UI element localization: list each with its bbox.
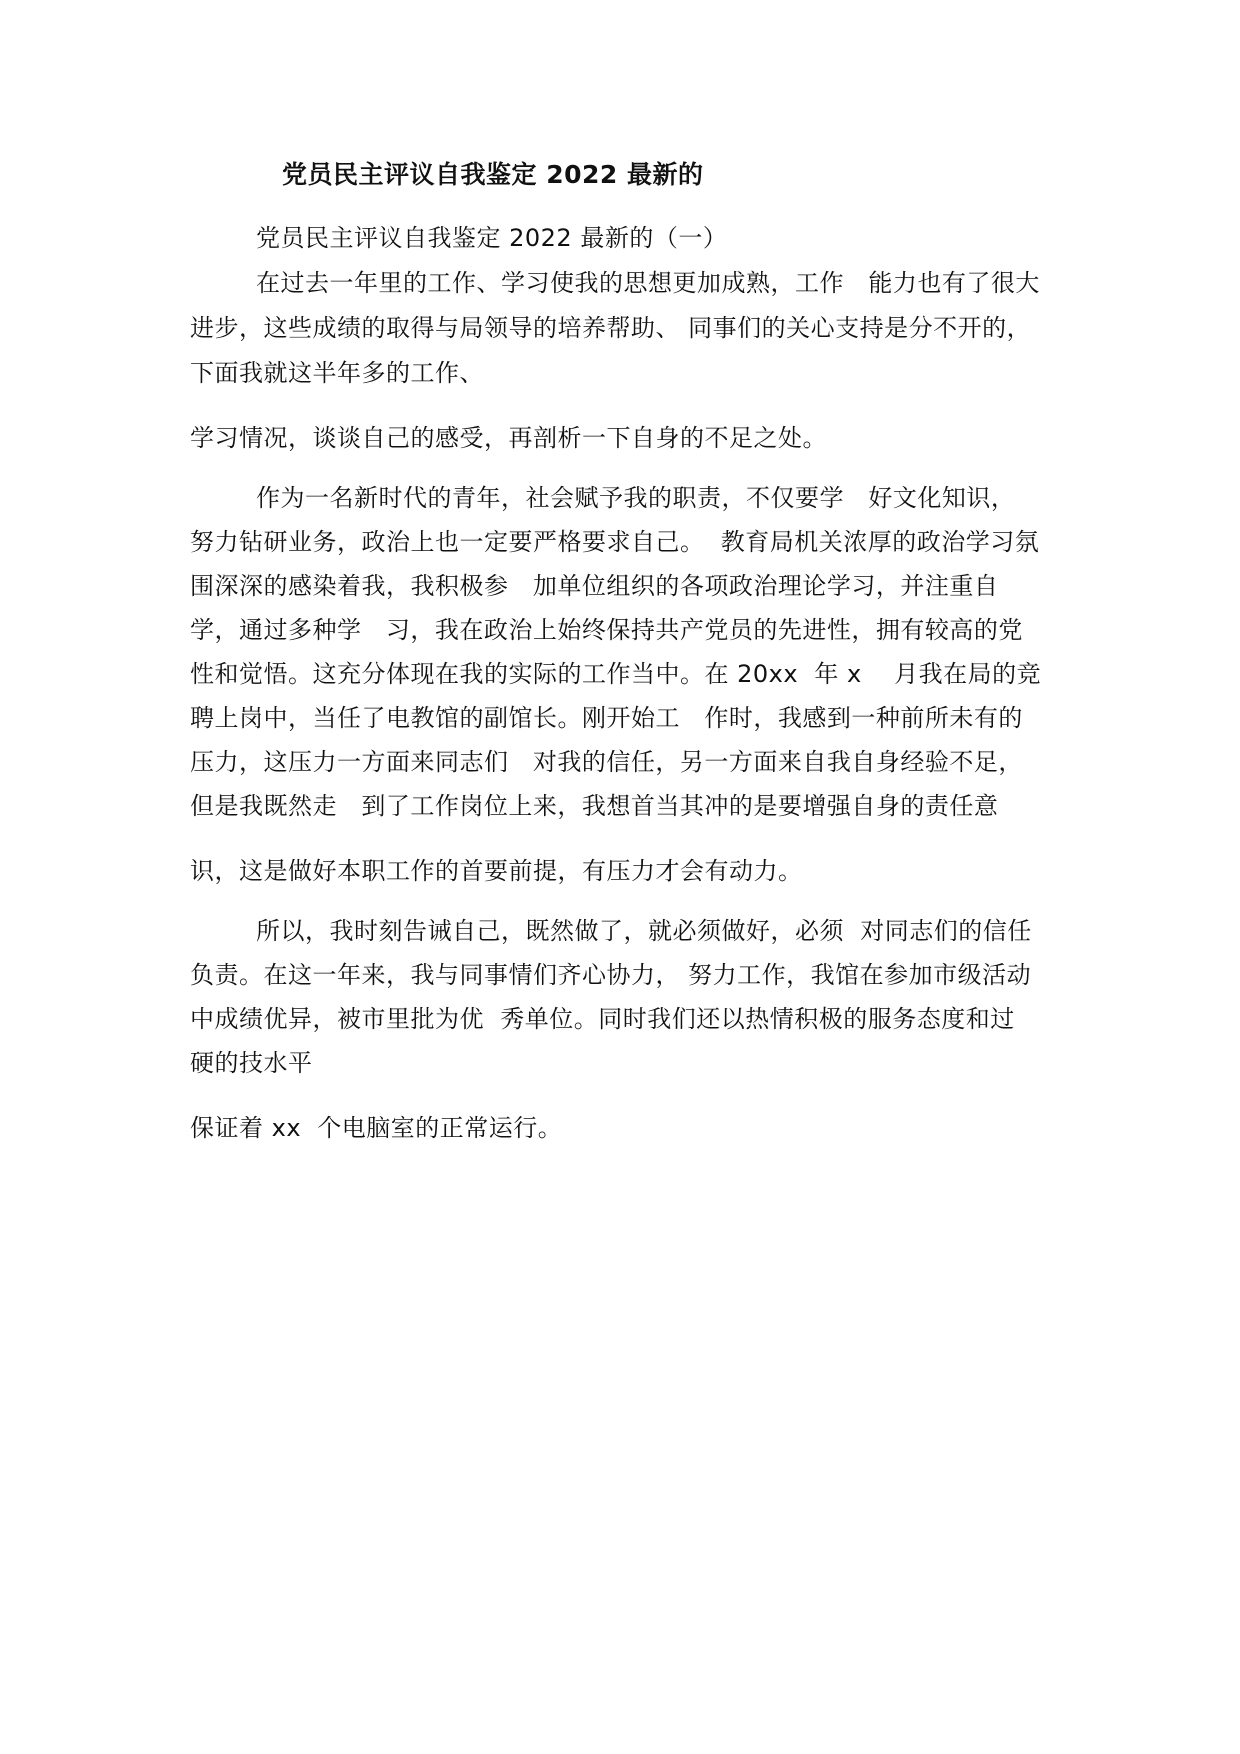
paragraph-line: 识，这是做好本职工作的首要前提，有压力才会有动力。 <box>190 857 803 885</box>
paragraph-line: 在过去一年里的工作、学习使我的思想更加成熟，工作 能力也有了很大 <box>256 269 1040 297</box>
paragraph-line: 学习情况，谈谈自己的感受，再剖析一下自身的不足之处。 <box>190 424 827 452</box>
paragraph-line: 性和觉悟。这充分体现在我的实际的工作当中。在 20xx 年 x 月我在局的竞 <box>190 660 1042 688</box>
paragraph-line: 作为一名新时代的青年，社会赋予我的职责，不仅要学 好文化知识， <box>256 484 1016 512</box>
paragraph-line: 学，通过多种学 习，我在政治上始终保持共产党员的先进性，拥有较高的党 <box>190 616 1023 644</box>
paragraph-line: 努力钻研业务，政治上也一定要严格要求自己。 教育局机关浓厚的政治学习氛 <box>190 528 1040 556</box>
document-subtitle: 党员民主评议自我鉴定 2022 最新的（一） <box>256 224 728 252</box>
paragraph-line: 下面我就这半年多的工作、 <box>190 359 484 387</box>
paragraph-line: 但是我既然走 到了工作岗位上来，我想首当其冲的是要增强自身的责任意 <box>190 792 999 820</box>
paragraph-line: 围深深的感染着我，我积极参 加单位组织的各项政治理论学习，并注重自 <box>190 572 999 600</box>
paragraph-line: 保证着 xx 个电脑室的正常运行。 <box>190 1114 563 1142</box>
paragraph-line: 聘上岗中，当任了电教馆的副馆长。刚开始工 作时，我感到一种前所未有的 <box>190 704 1023 732</box>
paragraph-line: 中成绩优异，被市里批为优 秀单位。同时我们还以热情积极的服务态度和过 <box>190 1005 1015 1033</box>
document-title: 党员民主评议自我鉴定 2022 最新的 <box>282 160 704 189</box>
paragraph-line: 负责。在这一年来，我与同事情们齐心协力， 努力工作，我馆在参加市级活动 <box>190 961 1032 989</box>
paragraph-line: 压力，这压力一方面来同志们 对我的信任，另一方面来自我自身经验不足， <box>190 748 1023 776</box>
paragraph-line: 进步，这些成绩的取得与局领导的培养帮助、 同事们的关心支持是分不开的， <box>190 314 1032 342</box>
paragraph-line: 硬的技水平 <box>190 1049 313 1077</box>
paragraph-line: 所以，我时刻告诫自己，既然做了，就必须做好，必须 对同志们的信任 <box>256 917 1032 945</box>
